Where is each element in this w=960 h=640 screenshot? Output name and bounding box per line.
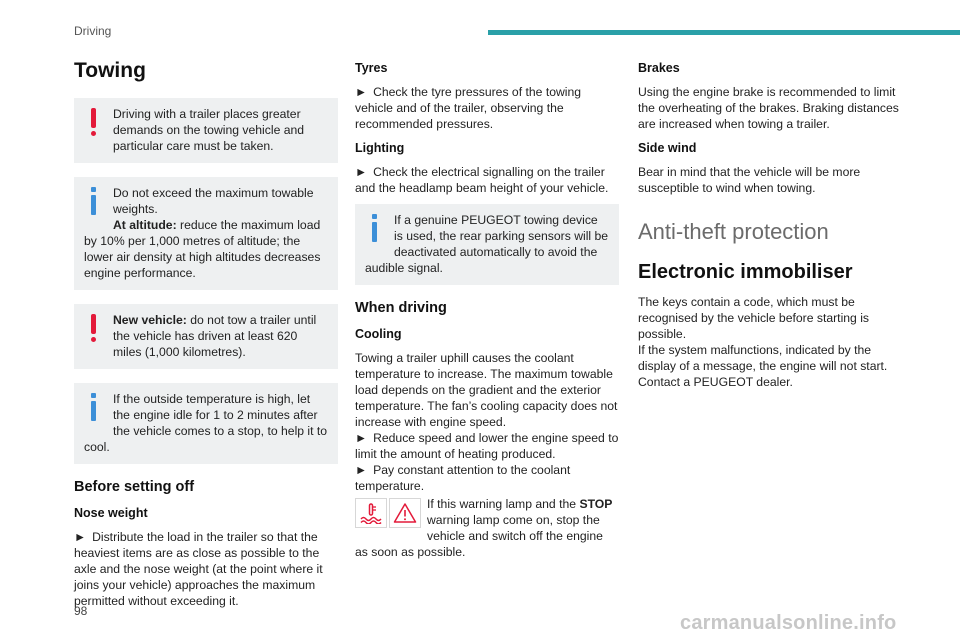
when-driving-heading: When driving — [355, 300, 447, 316]
altitude-text: reduce the maximum load by 10% per 1,000 metres of altitude; the lower air density at high altitudes decreases engine performance. — [84, 218, 321, 280]
cooling-heading: Cooling — [355, 327, 402, 341]
nose-weight-heading: Nose weight — [74, 506, 148, 520]
warning-lamps — [355, 498, 423, 528]
warning-lamp-text: If this warning lamp and the STOP warning lamp come on, stop the vehicle and switch off the engine as soon as possible. — [355, 497, 613, 559]
info-notice-weights — [74, 177, 338, 290]
electronic-immobiliser-heading: Electronic immobiliser — [638, 261, 853, 283]
notice-text: Driving with a trailer places greater demands on the towing vehicle and particular care must be taken. — [113, 107, 305, 153]
notice-text: If the outside temperature is high, let the engine idle for 1 to 2 minutes after the vehicle comes to a stop, to help it to cool. — [84, 392, 328, 454]
info-notice-parking-sensors — [355, 204, 619, 285]
stop-warning-icon — [389, 498, 421, 528]
watermark: carmanualsonline.info — [680, 612, 897, 634]
warning-notice-trailer — [74, 98, 338, 163]
anti-theft-heading: Anti-theft protection — [638, 219, 829, 244]
column-2 — [355, 54, 619, 568]
section-header: Driving — [74, 24, 112, 38]
brakes-heading: Brakes — [638, 61, 680, 75]
arrow-icon: ► — [355, 431, 368, 445]
tyres-text: ► Check the tyre pressures of the towing vehicle and of the trailer, observing the recommended pressures. — [355, 85, 582, 131]
info-icon — [87, 393, 101, 423]
side-wind-text: Bear in mind that the vehicle will be more susceptible to wind when towing. — [638, 165, 861, 195]
new-vehicle-label: New vehicle: — [113, 313, 187, 327]
cooling-text: Towing a trailer uphill causes the coolant temperature to increase. The maximum towable load depends on the gradient and the exterior temperature. The fan’s cooling capacity does not increase with engine speed. ► Reduce speed and lower the engine speed to limit the amount of heating produced. ► Pay constant attention to the coolant temperature. — [355, 351, 619, 493]
notice-text: do not tow a trailer until the vehicle has driven at least 620 miles (1,000 kilometres). — [113, 313, 317, 359]
warning-icon — [87, 314, 101, 344]
arrow-icon: ► — [355, 165, 368, 179]
side-wind-heading: Side wind — [638, 141, 697, 155]
stop-label: STOP — [579, 497, 613, 511]
arrow-icon: ► — [355, 463, 368, 477]
warning-icon — [87, 108, 101, 138]
info-icon — [368, 214, 382, 244]
arrow-icon: ► — [355, 85, 368, 99]
info-icon — [87, 187, 101, 217]
column-3 — [638, 54, 902, 398]
towing-title: Towing — [74, 59, 146, 82]
info-notice-temperature — [74, 383, 338, 464]
immobiliser-text: The keys contain a code, which must be recognised by the vehicle before starting is possible. If the system malfunctions, indicated by the display of a message, the engine will not start. Contact a PEUGEOT dealer. — [638, 295, 888, 389]
warning-notice-new-vehicle — [74, 304, 338, 369]
notice-text: Do not exceed the maximum towable weights. — [113, 186, 314, 216]
column-1 — [74, 54, 338, 617]
arrow-icon: ► — [74, 530, 87, 544]
page-number: 98 — [74, 604, 88, 618]
lighting-heading: Lighting — [355, 141, 405, 155]
brakes-text: Using the engine brake is recommended to limit the overheating of the brakes. Braking distances are increased when towing a trailer. — [638, 85, 899, 131]
altitude-label: At altitude: — [113, 218, 177, 232]
coolant-temperature-icon — [355, 498, 387, 528]
header-accent-bar — [488, 30, 960, 35]
tyres-heading: Tyres — [355, 61, 388, 75]
notice-text: If a genuine PEUGEOT towing device is used, the rear parking sensors will be deactivated automatically to avoid the audible signal. — [365, 213, 609, 275]
before-setting-off-heading: Before setting off — [74, 479, 195, 495]
lighting-text: ► Check the electrical signalling on the trailer and the headlamp beam height of your vehicle. — [355, 165, 609, 195]
nose-weight-text: ► Distribute the load in the trailer so that the heaviest items are as close as possible to the axle and the nose weight (at the point where it joins your vehicle) approaches the maximum permitted without exceeding it. — [74, 530, 323, 608]
